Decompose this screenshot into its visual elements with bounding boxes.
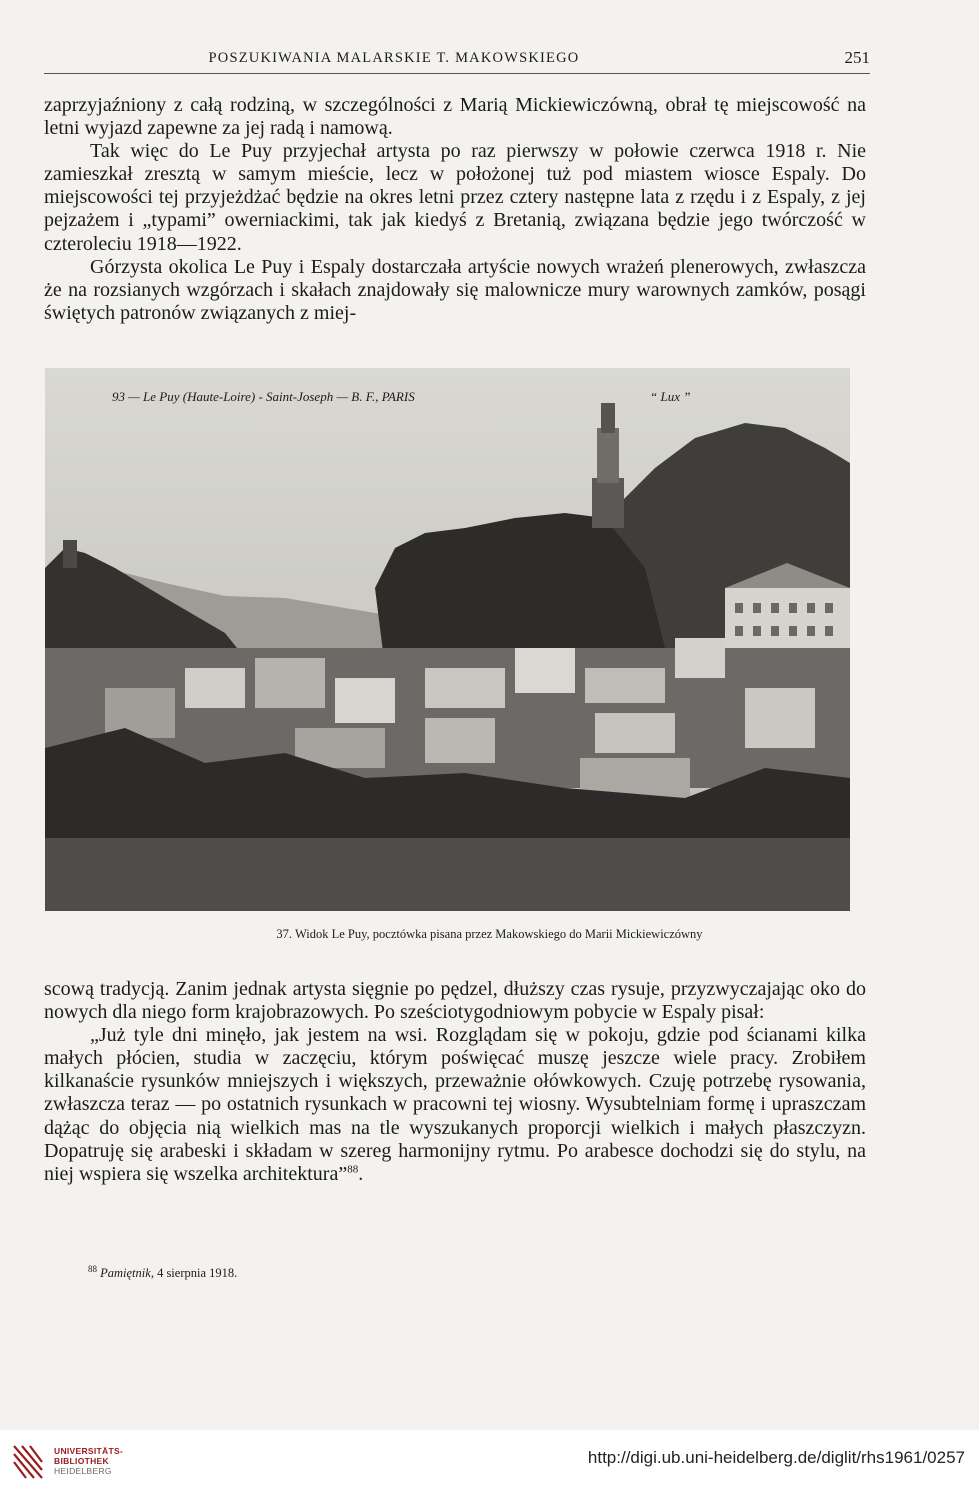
footnote (88, 1264, 237, 1281)
source-url-link[interactable]: http://digi.ub.uni-heidelberg.de/diglit/rhs1961/0257 (587, 1448, 965, 1467)
logo-line: HEIDELBERG (54, 1466, 112, 1476)
library-name (54, 1446, 123, 1476)
page-number: 251 (844, 48, 870, 67)
header-rule (44, 73, 870, 74)
quote-text: „Już tyle dni minęło, jak jestem na wsi. Rozglądam się w pokoju, gdzie pod ścianami kilka małych płócien, studia w zaczęciu, którym poświęcać muszę jeszcze wiele pracy. Zrobiłem kilkanaście rysunków mniejszych i większych, przeważnie ołówkowych. Czuję potrzebę rysowania, zwłaszcza teraz — po ostatnich rysunkach w pracowni tej wiosny. Wysubtelniam formę i upraszczam dążąc do objęcia nią wielkich mas na tle wyszukanych proporcji wielkich i małych płaszczyzn. Dopatruję się arabeski i składam w szereg harmonijny rytmu. Po arabesce dochodzi się do stylu, na niej wspiera się wszelka architektura” (44, 1024, 866, 1185)
figure-caption: 37. Widok Le Puy, pocztówka pisana przez Makowskiego do Marii Mickiewiczówny (276, 927, 703, 941)
logo-line: UNIVERSITÄTS- (54, 1446, 124, 1456)
body-text-bottom (44, 978, 866, 1186)
body-text-top (44, 94, 866, 325)
footnote-number: 88 (88, 1264, 97, 1274)
quote-end: . (358, 1162, 364, 1185)
logo-line: BIBLIOTHEK (54, 1456, 109, 1466)
footnote-text: , 4 sierpnia 1918. (150, 1266, 238, 1281)
page-header (44, 48, 870, 70)
postcard-photo (45, 368, 850, 911)
paragraph: zaprzyjaźniony z całą rodziną, w szczególności z Marią Mickiewiczówną, obrał tę miejscowość na letni wyjazd zapewne za jej radą i namową. (44, 94, 866, 140)
postcard-caption: 93 — Le Puy (Haute-Loire) - Saint-Joseph — B. F., PARIS (112, 389, 415, 404)
running-title: POSZUKIWANIA MALARSKIE T. MAKOWSKIEGO (208, 50, 580, 66)
paragraph: scową tradycją. Zanim jednak artysta sięgnie po pędzel, dłuższy czas rysuje, przyzwyczajając oko do nowych dla niego form krajobrazowych. Po sześciotygodniowym pobycie w Espaly pisał: (44, 978, 866, 1024)
paragraph: Tak więc do Le Puy przyjechał artysta po raz pierwszy w połowie czerwca 1918 r. Nie zamieszkał zresztą w samym mieście, lecz w położonej tuż pod miastem wiosce Espaly. Do miejscowości tej przyjeżdżać będzie na okres letni przez cztery następne lata z rzędu i z Espaly, z jej pejzażem i „typami” owerniackimi, tak jak kiedyś z Bretanią, związana będzie jego twórczość w czteroleciu 1918—1922. (44, 140, 866, 255)
postcard-brand: “ Lux ” (650, 389, 691, 404)
footnote-ref[interactable]: 88 (347, 1163, 359, 1176)
footnote-title: Pamiętnik (100, 1266, 151, 1281)
university-logo-icon[interactable] (10, 1440, 46, 1484)
paragraph: Górzysta okolica Le Puy i Espaly dostarczała artyście nowych wrażeń plenerowych, zwłaszcza że na rozsianych wzgórzach i skałach znajdowały się malownicze mury warownych zamków, posągi świętych patronów związanych z miej- (44, 255, 866, 324)
quote-paragraph (44, 1024, 866, 1186)
